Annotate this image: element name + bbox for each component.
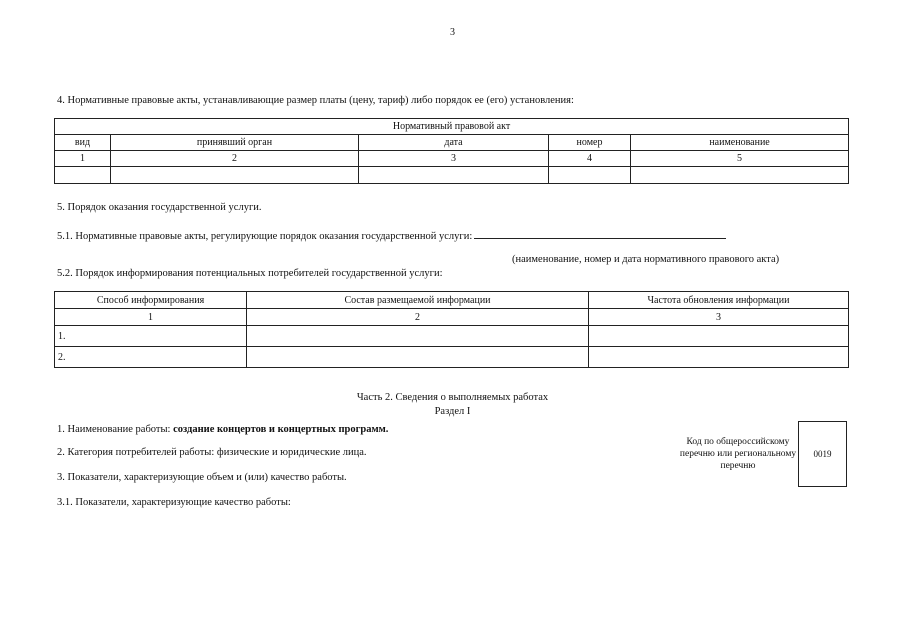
row-number: 2.	[55, 347, 247, 368]
tariff-acts-table	[54, 118, 849, 184]
column-number: 2	[247, 309, 589, 326]
column-number: 1	[55, 309, 247, 326]
table-cell	[55, 167, 111, 184]
column-header: Частота обновления информации	[589, 292, 849, 309]
column-number: 3	[589, 309, 849, 326]
item-5-2: 5.2. Порядок информирования потенциальных потребителей государственной услуги:	[57, 268, 443, 279]
item-work-name-value: создание концертов и концертных программ.	[173, 424, 389, 435]
section5-heading: 5. Порядок оказания государственной услуги.	[57, 202, 262, 213]
row-number: 1.	[55, 326, 247, 347]
column-header: Способ информирования	[55, 292, 247, 309]
item-5-1-text: 5.1. Нормативные правовые акты, регулирующие порядок оказания государственной услуги:	[57, 231, 473, 242]
table-cell	[247, 347, 589, 368]
registry-code-box	[798, 421, 847, 487]
fill-line	[474, 227, 726, 239]
registry-code-label: Код по общероссийскому перечню или региональному перечню	[679, 437, 797, 471]
item-consumer-category: 2. Категория потребителей работы: физические и юридические лица.	[57, 447, 367, 458]
table-cell	[111, 167, 359, 184]
table-cell	[247, 326, 589, 347]
item-work-name-label: 1. Наименование работы:	[57, 424, 174, 435]
table-cell	[549, 167, 631, 184]
item-5-1	[57, 227, 726, 242]
informing-table	[54, 291, 849, 368]
table-cell	[631, 167, 849, 184]
column-number: 3	[359, 151, 549, 167]
table-group-header: Нормативный правовой акт	[55, 119, 849, 135]
column-header: номер	[549, 135, 631, 151]
column-number: 4	[549, 151, 631, 167]
item-indicators: 3. Показатели, характеризующие объем и (или) качество работы.	[57, 472, 347, 483]
column-number: 1	[55, 151, 111, 167]
column-header: Состав размещаемой информации	[247, 292, 589, 309]
page-number: 3	[450, 27, 455, 38]
table-row	[55, 326, 849, 347]
part2-title: Часть 2. Сведения о выполняемых работах	[356, 392, 549, 403]
column-header: дата	[359, 135, 549, 151]
table-cell	[589, 347, 849, 368]
item-quality-indicators: 3.1. Показатели, характеризующие качество работы:	[57, 497, 291, 508]
item-work-name	[57, 424, 388, 435]
column-header: наименование	[631, 135, 849, 151]
table-row	[55, 347, 849, 368]
registry-code-value: 0019	[813, 449, 832, 459]
section4-heading: 4. Нормативные правовые акты, устанавливающие размер платы (цену, тариф) либо порядок ее (его) установления:	[57, 95, 574, 106]
column-number: 5	[631, 151, 849, 167]
column-header: вид	[55, 135, 111, 151]
item-5-1-caption: (наименование, номер и дата нормативного правового акта)	[512, 254, 780, 265]
table-cell	[589, 326, 849, 347]
table-cell	[359, 167, 549, 184]
table-row	[55, 167, 849, 184]
part2-section: Раздел I	[434, 406, 471, 417]
column-header: принявший орган	[111, 135, 359, 151]
column-number: 2	[111, 151, 359, 167]
